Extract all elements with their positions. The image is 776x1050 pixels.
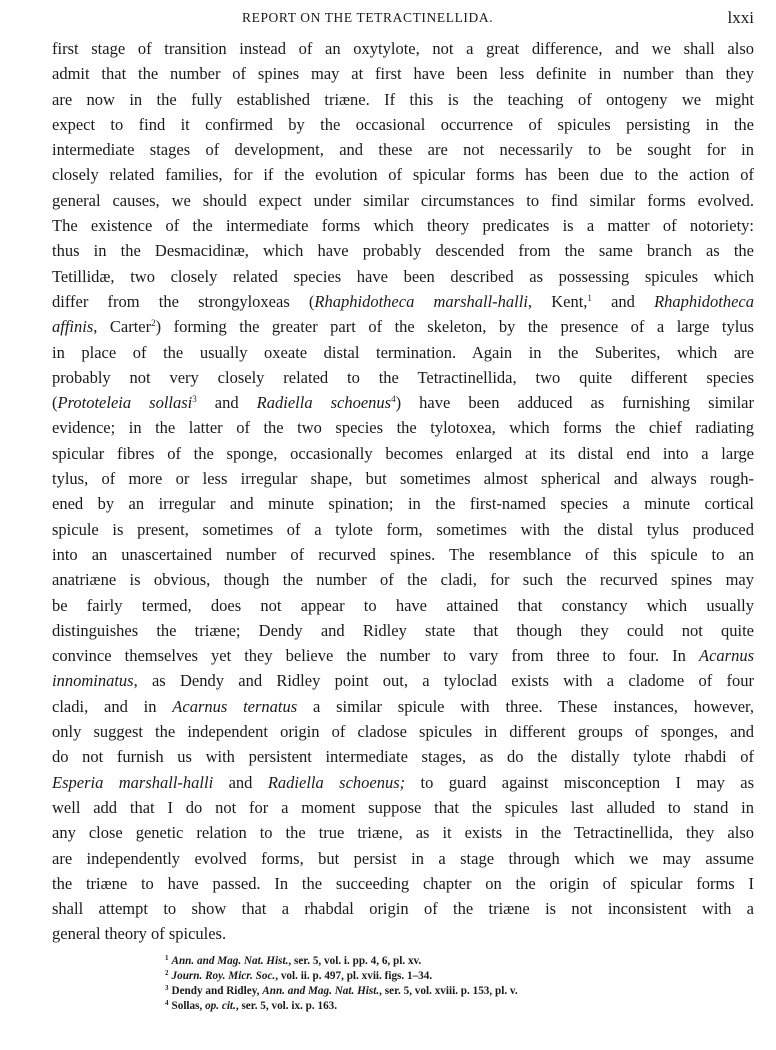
text-line — [52, 314, 754, 339]
text-run: Sollas, — [171, 1000, 206, 1012]
text-line — [52, 112, 754, 137]
italic-text: affinis — [52, 317, 94, 337]
footnote — [165, 954, 725, 969]
text-line — [52, 820, 754, 845]
text-run: tylus, of more or less irregular shape, but sometimes almost spherical and always rough- — [52, 469, 754, 489]
body-text — [52, 36, 754, 947]
italic-text: Journ. Roy. Micr. Soc. — [171, 970, 276, 982]
footnotes — [165, 954, 725, 1014]
text-line — [52, 719, 754, 744]
text-run: thus in the Desmacidinæ, which have probably descended from the same branch as the — [52, 241, 754, 261]
text-line — [52, 137, 754, 162]
text-line — [52, 390, 754, 415]
text-run: , vol. ii. p. 497, pl. xvii. figs. 1–34. — [275, 970, 433, 982]
text-run: and — [213, 772, 268, 792]
footnote — [165, 969, 725, 984]
text-run: closely related families, for if the evolution of spicular forms has been due to the action of — [52, 165, 754, 185]
text-line — [52, 264, 754, 289]
footnote-marker: 4 — [165, 999, 169, 1007]
italic-text: Rhaphidotheca marshall-halli — [314, 291, 528, 311]
text-line — [52, 466, 754, 491]
text-run: The existence of the intermediate forms which theory predicates is a matter of notoriety: — [52, 216, 754, 236]
text-run: are now in the fully established triæne. If this is the teaching of ontogeny we might — [52, 89, 754, 109]
text-line — [52, 618, 754, 643]
text-run: and — [591, 291, 655, 311]
text-line — [52, 289, 754, 314]
text-run: Tetillidæ, two closely related species have been described as possessing spicules which — [52, 266, 754, 286]
text-run: be fairly termed, does not appear to have attained that constancy which usually — [52, 595, 754, 615]
text-line — [52, 87, 754, 112]
text-run: differ from the strongyloxeas ( — [52, 291, 315, 311]
text-run: shall attempt to show that a rhabdal origin of the triæne is not inconsistent with a — [52, 899, 754, 919]
text-run: and — [196, 393, 257, 413]
text-run: distinguishes the triæne; Dendy and Ridley state that though they could not quite — [52, 620, 754, 640]
italic-text: Ann. and Mag. Nat. Hist. — [262, 985, 380, 997]
text-line — [52, 238, 754, 263]
text-line — [52, 491, 754, 516]
text-run: , as Dendy and Ridley point out, a tyloclad exists with a cladome of four — [133, 671, 754, 691]
text-line — [52, 441, 754, 466]
text-run: spicule is present, sometimes of a tylote form, sometimes with the distal tylus produced — [52, 519, 754, 539]
italic-text: Acarnus — [699, 646, 754, 666]
text-run: convince themselves yet they believe the number to vary from three to four. In — [52, 646, 699, 666]
text-run: , ser. 5, vol. xviii. p. 153, pl. v. — [379, 985, 518, 997]
text-line — [52, 593, 754, 618]
text-line — [52, 896, 754, 921]
text-line — [52, 694, 754, 719]
italic-text: Radiella schoenus; — [267, 772, 406, 792]
italic-text: Ann. and Mag. Nat. Hist. — [171, 955, 289, 967]
text-run: , Kent, — [527, 291, 588, 311]
text-run: do not furnish us with persistent intermediate stages, as do the distally tylote rhabdi of — [52, 747, 754, 767]
text-line — [52, 770, 754, 795]
text-run: expect to find it confirmed by the occasional occurrence of spicules persisting in the — [52, 114, 754, 134]
text-run: general causes, we should expect under similar circumstances to find similar forms evolved. — [52, 190, 754, 210]
footnote-marker: 4 — [391, 394, 396, 405]
text-run: Dendy and Ridley, — [171, 985, 263, 997]
footnote — [165, 984, 725, 999]
text-run: , ser. 5, vol. ix. p. 163. — [235, 1000, 338, 1012]
text-run: only suggest the independent origin of cladose spicules in different groups of sponges, and — [52, 722, 754, 742]
italic-text: Rhaphidotheca — [654, 291, 754, 311]
text-run: admit that the number of spines may at first have been less definite in number than they — [52, 64, 754, 84]
text-run: any close genetic relation to the true triæne, as it exists in the Tetractinellida, they also — [52, 823, 754, 843]
footnote-marker: 1 — [587, 292, 592, 303]
footnote-marker: 2 — [151, 318, 156, 329]
text-run: general theory of spicules. — [52, 924, 227, 944]
italic-text: Prototeleia sollasi — [57, 393, 193, 413]
text-run: well add that I do not for a moment suppose that the spicules last alluded to stand in — [52, 797, 754, 817]
running-title: REPORT ON THE TETRACTINELLIDA. — [242, 10, 494, 25]
text-line — [52, 871, 754, 896]
text-line — [52, 188, 754, 213]
text-run: a similar spicule with three. These instances, however, — [297, 696, 754, 716]
text-run: evidence; in the latter of the two species the tylotoxea, which forms the chief radiating — [52, 418, 754, 438]
text-run: ) forming the greater part of the skeleton, by the presence of a large tylus — [155, 317, 754, 337]
text-run: ened by an irregular and minute spination; in the first-named species a minute cortical — [52, 494, 754, 514]
text-line — [52, 213, 754, 238]
text-line — [52, 162, 754, 187]
text-line — [52, 517, 754, 542]
text-line — [52, 365, 754, 390]
text-line — [52, 36, 754, 61]
italic-text: op. cit. — [205, 1000, 236, 1012]
text-line — [52, 61, 754, 86]
text-line — [52, 340, 754, 365]
text-line — [52, 415, 754, 440]
text-run: into an unascertained number of recurved spines. The resemblance of this spicule to an — [52, 544, 754, 564]
footnote-marker: 1 — [165, 954, 169, 962]
text-run: anatriæne is obvious, though the number of the cladi, for such the recurved spines may — [52, 570, 754, 590]
text-line — [52, 643, 754, 668]
italic-text: innominatus — [52, 671, 134, 691]
text-line — [52, 542, 754, 567]
text-line — [52, 744, 754, 769]
text-run: probably not very closely related to the Tetractinellida, two quite different species — [52, 367, 754, 387]
text-run: to guard against misconception I may as — [405, 772, 754, 792]
text-run: first stage of transition instead of an oxytylote, not a great difference, and we shall also — [52, 39, 754, 58]
text-run: , ser. 5, vol. i. pp. 4, 6, pl. xv. — [288, 955, 422, 967]
text-run: the triæne to have passed. In the succeeding chapter on the origin of spicular forms I — [52, 873, 754, 893]
text-run: spicular fibres of the sponge, occasionally becomes enlarged at its distal end into a large — [52, 443, 754, 463]
text-run: intermediate stages of development, and these are not necessarily to be sought for in — [52, 140, 754, 160]
text-run: in place of the usually oxeate distal termination. Again in the Suberites, which are — [52, 342, 754, 362]
text-run: , Carter — [93, 317, 152, 337]
italic-text: Acarnus ternatus — [172, 696, 298, 716]
text-run: ) have been adduced as furnishing similar — [395, 393, 754, 413]
text-run: cladi, and in — [52, 696, 173, 716]
text-line — [52, 567, 754, 592]
text-run: are independently evolved forms, but persist in a stage through which we may assume — [52, 848, 754, 868]
text-line — [52, 795, 754, 820]
footnote — [165, 999, 725, 1014]
italic-text: Radiella schoenus — [256, 393, 392, 413]
text-line — [52, 921, 754, 946]
running-header — [0, 8, 776, 30]
text-line — [52, 668, 754, 693]
page-number: lxxi — [727, 8, 754, 27]
footnote-marker: 3 — [165, 984, 169, 992]
text-run: ( — [52, 393, 58, 413]
italic-text: Esperia marshall-halli — [52, 772, 214, 792]
footnote-marker: 2 — [165, 969, 169, 977]
footnote-marker: 3 — [192, 394, 197, 405]
text-line — [52, 846, 754, 871]
